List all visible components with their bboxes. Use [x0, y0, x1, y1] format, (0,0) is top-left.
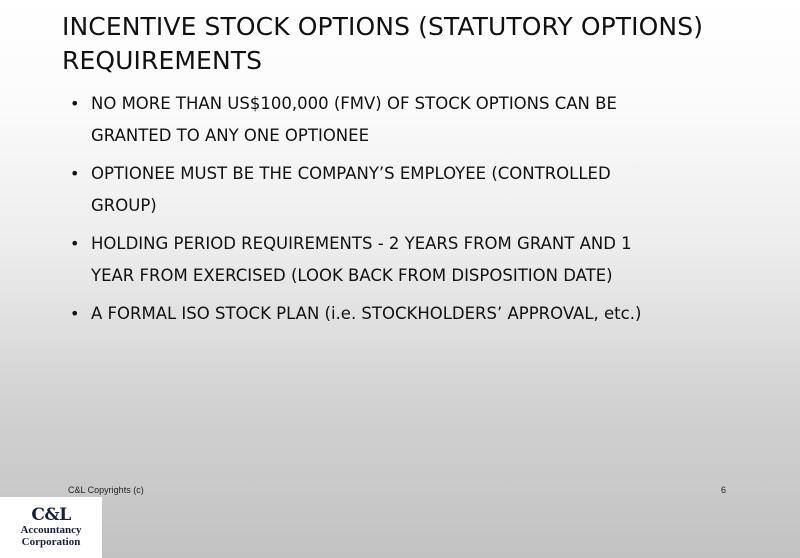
logo-text-line-2: Corporation: [21, 536, 81, 548]
bullet-text-line-1: A FORMAL ISO STOCK PLAN (i.e. STOCKHOLDERS’ APPROVAL, etc.): [91, 304, 642, 323]
bullet-list: [62, 88, 762, 336]
bullet-marker-icon: •: [70, 234, 80, 253]
bullet-item-stock-plan: [62, 298, 762, 330]
bullet-text-line-1: NO MORE THAN US$100,000 (FMV) OF STOCK OPTIONS CAN BE: [91, 94, 617, 113]
bullet-marker-icon: •: [70, 94, 80, 113]
bullet-text-line-2: GROUP): [91, 196, 157, 215]
footer-copyright: C&L Copyrights (c): [68, 485, 144, 495]
slide-title-line-1: INCENTIVE STOCK OPTIONS (STATUTORY OPTIONS): [62, 12, 704, 41]
bullet-marker-icon: •: [70, 304, 80, 323]
bullet-text-line-2: GRANTED TO ANY ONE OPTIONEE: [91, 126, 369, 145]
company-logo: [0, 497, 102, 558]
bullet-item-iso-limit: [62, 88, 762, 152]
bullet-text-line-1: HOLDING PERIOD REQUIREMENTS - 2 YEARS FROM GRANT AND 1: [91, 234, 632, 253]
bullet-marker-icon: •: [70, 164, 80, 183]
bullet-text-line-1: OPTIONEE MUST BE THE COMPANY’S EMPLOYEE (CONTROLLED: [91, 164, 611, 183]
slide-title: [62, 10, 782, 78]
logo-text-line-1: Accountancy: [20, 524, 82, 536]
bullet-item-holding-period: [62, 228, 762, 292]
bullet-text-line-2: YEAR FROM EXERCISED (LOOK BACK FROM DISPOSITION DATE): [91, 266, 613, 285]
logo-mark: C&L: [31, 505, 71, 525]
bullet-item-employee: [62, 158, 762, 222]
slide-title-line-2: REQUIREMENTS: [62, 46, 263, 75]
page-number: 6: [721, 485, 727, 495]
